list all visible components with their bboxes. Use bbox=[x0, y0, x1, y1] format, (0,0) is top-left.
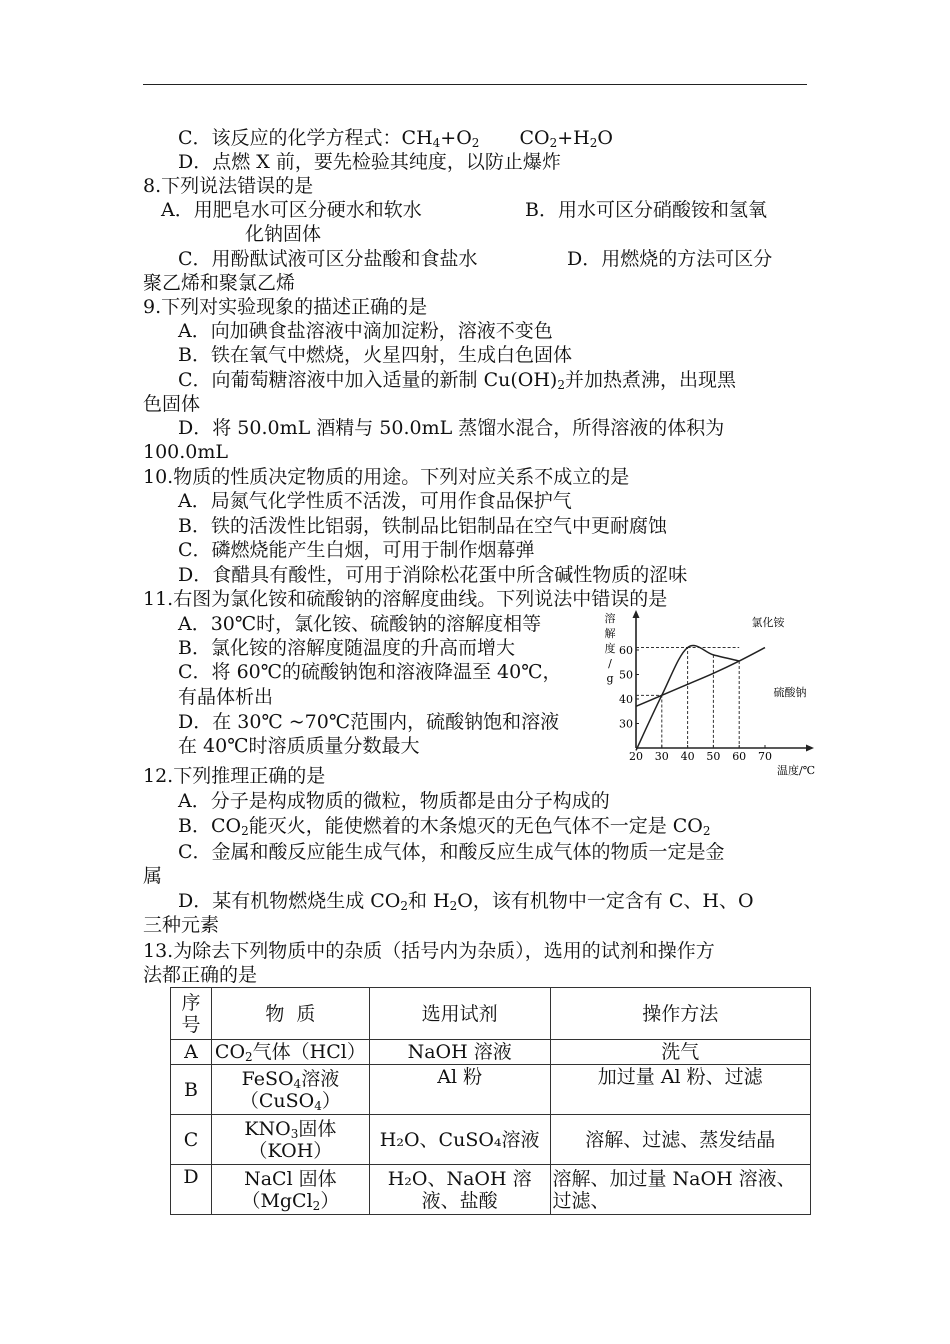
row-substance: $CO_2$气体（HCl） bbox=[211, 1040, 369, 1065]
q10-option-b: B．铁的活泼性比铝弱，铁制品比铝制品在空气中更耐腐蚀 bbox=[178, 515, 667, 537]
x-tick-label: 60 bbox=[732, 750, 747, 763]
header-operation: 操作方法 bbox=[550, 988, 811, 1040]
q11-option-b: B．氯化铵的溶解度随温度的升高而增大 bbox=[178, 637, 515, 659]
table-row bbox=[171, 1115, 811, 1165]
q8-option-d-cont: 聚乙烯和聚氯乙烯 bbox=[143, 272, 296, 294]
table-row bbox=[171, 1065, 811, 1115]
q7-option-c: C．该反应的化学方程式：$CH_4+O_2$ $CO_2+H_2O$ bbox=[178, 127, 613, 150]
series-label-ammonium-chloride: 氯化铵 bbox=[751, 616, 785, 629]
row-operation: 加过量 Al 粉、过滤 bbox=[550, 1065, 811, 1115]
q9-stem: 9.下列对实验现象的描述正确的是 bbox=[143, 296, 428, 318]
row-reagent: H₂O、NaOH 溶液、盐酸 bbox=[369, 1165, 550, 1215]
header-substance: 物 质 bbox=[211, 988, 369, 1040]
q12-option-a: A．分子是构成物质的微粒，物质都是由分子构成的 bbox=[178, 790, 610, 812]
q12-option-c-cont: 属 bbox=[143, 865, 163, 887]
x-tick-label: 50 bbox=[706, 750, 721, 763]
q12-option-b: B．$CO_2$能灭火，能使燃着的木条熄灭的无色气体不一定是 $CO_2$ bbox=[178, 815, 711, 838]
y-axis-arrow bbox=[633, 610, 640, 618]
x-tick-label: 40 bbox=[680, 750, 695, 763]
q13-stem: 13.为除去下列物质中的杂质（括号内为杂质），选用的试剂和操作方 bbox=[143, 940, 715, 962]
y-axis-label-char: g bbox=[606, 672, 614, 685]
table-row bbox=[171, 1165, 811, 1215]
q11-option-c-cont: 有晶体析出 bbox=[178, 686, 274, 708]
series-line-ammonium-chloride bbox=[636, 648, 765, 707]
row-reagent: Al 粉 bbox=[369, 1065, 550, 1115]
row-id: C bbox=[171, 1115, 212, 1165]
q8-option-b-cont: 化钠固体 bbox=[245, 223, 322, 245]
y-axis-label bbox=[605, 611, 616, 685]
q9-option-b: B．铁在氧气中燃烧，火星四射，生成白色固体 bbox=[178, 344, 572, 366]
q12-option-d-cont: 三种元素 bbox=[143, 914, 220, 936]
q8-option-b: B．用水可区分硝酸铵和氢氧 bbox=[525, 199, 767, 221]
q9-option-d-cont: 100.0mL bbox=[143, 441, 229, 463]
row-operation: 洗气 bbox=[550, 1040, 811, 1065]
q9-option-c: C．向葡萄糖溶液中加入适量的新制 $Cu(OH)_2$并加热煮沸，出现黑 bbox=[178, 369, 736, 392]
y-tick-label: 50 bbox=[619, 668, 633, 682]
table-row bbox=[171, 1040, 811, 1065]
q8-option-c: C．用酚酞试液可区分盐酸和食盐水 bbox=[178, 248, 478, 270]
y-axis-label-char: / bbox=[608, 657, 612, 670]
y-tick-label: 30 bbox=[619, 717, 633, 731]
y-axis-label-char: 度 bbox=[604, 642, 616, 655]
q11-stem: 11.右图为氯化铵和硫酸钠的溶解度曲线。下列说法中错误的是 bbox=[143, 588, 668, 610]
q12-option-d: D．某有机物燃烧生成 $CO_2$和 $H_2O$，该有机物中一定含有 C、H、O bbox=[178, 890, 754, 913]
row-substance: FeSO$_4$溶液 （CuSO$_4$） bbox=[211, 1065, 369, 1115]
row-reagent: NaOH 溶液 bbox=[369, 1040, 550, 1065]
row-id: D bbox=[171, 1165, 212, 1215]
row-operation: 溶解、加过量 NaOH 溶液、过滤、 bbox=[550, 1165, 811, 1215]
row-substance: NaCl 固体 （MgCl$_2$） bbox=[211, 1165, 369, 1215]
q11-option-d-cont: 在 40℃时溶质质量分数最大 bbox=[178, 735, 420, 757]
header-reagent: 选用试剂 bbox=[369, 988, 550, 1040]
q11-option-c: C．将 60℃的硫酸钠饱和溶液降温至 40℃， bbox=[178, 661, 562, 683]
row-substance: $KNO_3$固体 （KOH） bbox=[211, 1115, 369, 1165]
q9-option-d: D．将 50.0mL 酒精与 50.0mL 蒸馏水混合，所得溶液的体积为 bbox=[178, 417, 725, 439]
row-id: B bbox=[171, 1065, 212, 1115]
q8-stem: 8.下列说法错误的是 bbox=[143, 175, 314, 197]
x-axis-label: 温度/℃ bbox=[776, 764, 816, 777]
header-seq: 序号 bbox=[171, 988, 212, 1040]
series-label-sodium-sulfate: 硫酸钠 bbox=[773, 686, 807, 699]
q11-option-d: D．在 30℃ ~70℃范围内，硫酸钠饱和溶液 bbox=[178, 711, 560, 733]
q12-option-c: C．金属和酸反应能生成气体，和酸反应生成气体的物质一定是金 bbox=[178, 841, 725, 863]
y-tick-label: 40 bbox=[619, 693, 633, 706]
q8-option-a: A．用肥皂水可区分硬水和软水 bbox=[161, 199, 422, 221]
q10-option-c: C．磷燃烧能产生白烟，可用于制作烟幕弹 bbox=[178, 539, 535, 561]
y-axis-label-char: 溶 bbox=[604, 612, 616, 625]
row-reagent: H₂O、CuSO₄溶液 bbox=[369, 1115, 550, 1165]
q12-stem: 12.下列推理正确的是 bbox=[143, 765, 326, 787]
x-axis-arrow bbox=[806, 745, 814, 752]
q11-option-a: A．30℃时，氯化铵、硫酸钠的溶解度相等 bbox=[178, 613, 542, 635]
solubility-chart bbox=[600, 608, 820, 784]
header-rule bbox=[143, 84, 807, 85]
x-tick-label: 30 bbox=[654, 750, 669, 763]
q10-option-d: D．食醋具有酸性，可用于消除松花蛋中所含碱性物质的涩味 bbox=[178, 564, 688, 586]
y-tick-label: 60 bbox=[619, 644, 633, 657]
q9-option-a: A．向加碘食盐溶液中滴加淀粉，溶液不变色 bbox=[178, 320, 553, 342]
q7-option-d: D．点燃 X 前，要先检验其纯度，以防止爆炸 bbox=[178, 151, 561, 173]
x-tick-label: 20 bbox=[629, 750, 643, 763]
x-tick-label: 70 bbox=[758, 750, 772, 763]
q13-table bbox=[170, 987, 811, 1215]
q10-stem: 10.物质的性质决定物质的用途。下列对应关系不成立的是 bbox=[143, 466, 630, 488]
y-axis-label-char: 解 bbox=[604, 627, 616, 640]
table-header-row bbox=[171, 988, 811, 1040]
row-operation: 溶解、过滤、蒸发结晶 bbox=[550, 1115, 811, 1165]
q10-option-a: A．局氮气化学性质不活泼，可用作食品保护气 bbox=[178, 490, 572, 512]
q9-option-c-cont: 色固体 bbox=[143, 393, 201, 415]
row-id: A bbox=[171, 1040, 212, 1065]
q8-option-d: D．用燃烧的方法可区分 bbox=[567, 248, 773, 270]
q13-stem-cont: 法都正确的是 bbox=[143, 964, 258, 986]
